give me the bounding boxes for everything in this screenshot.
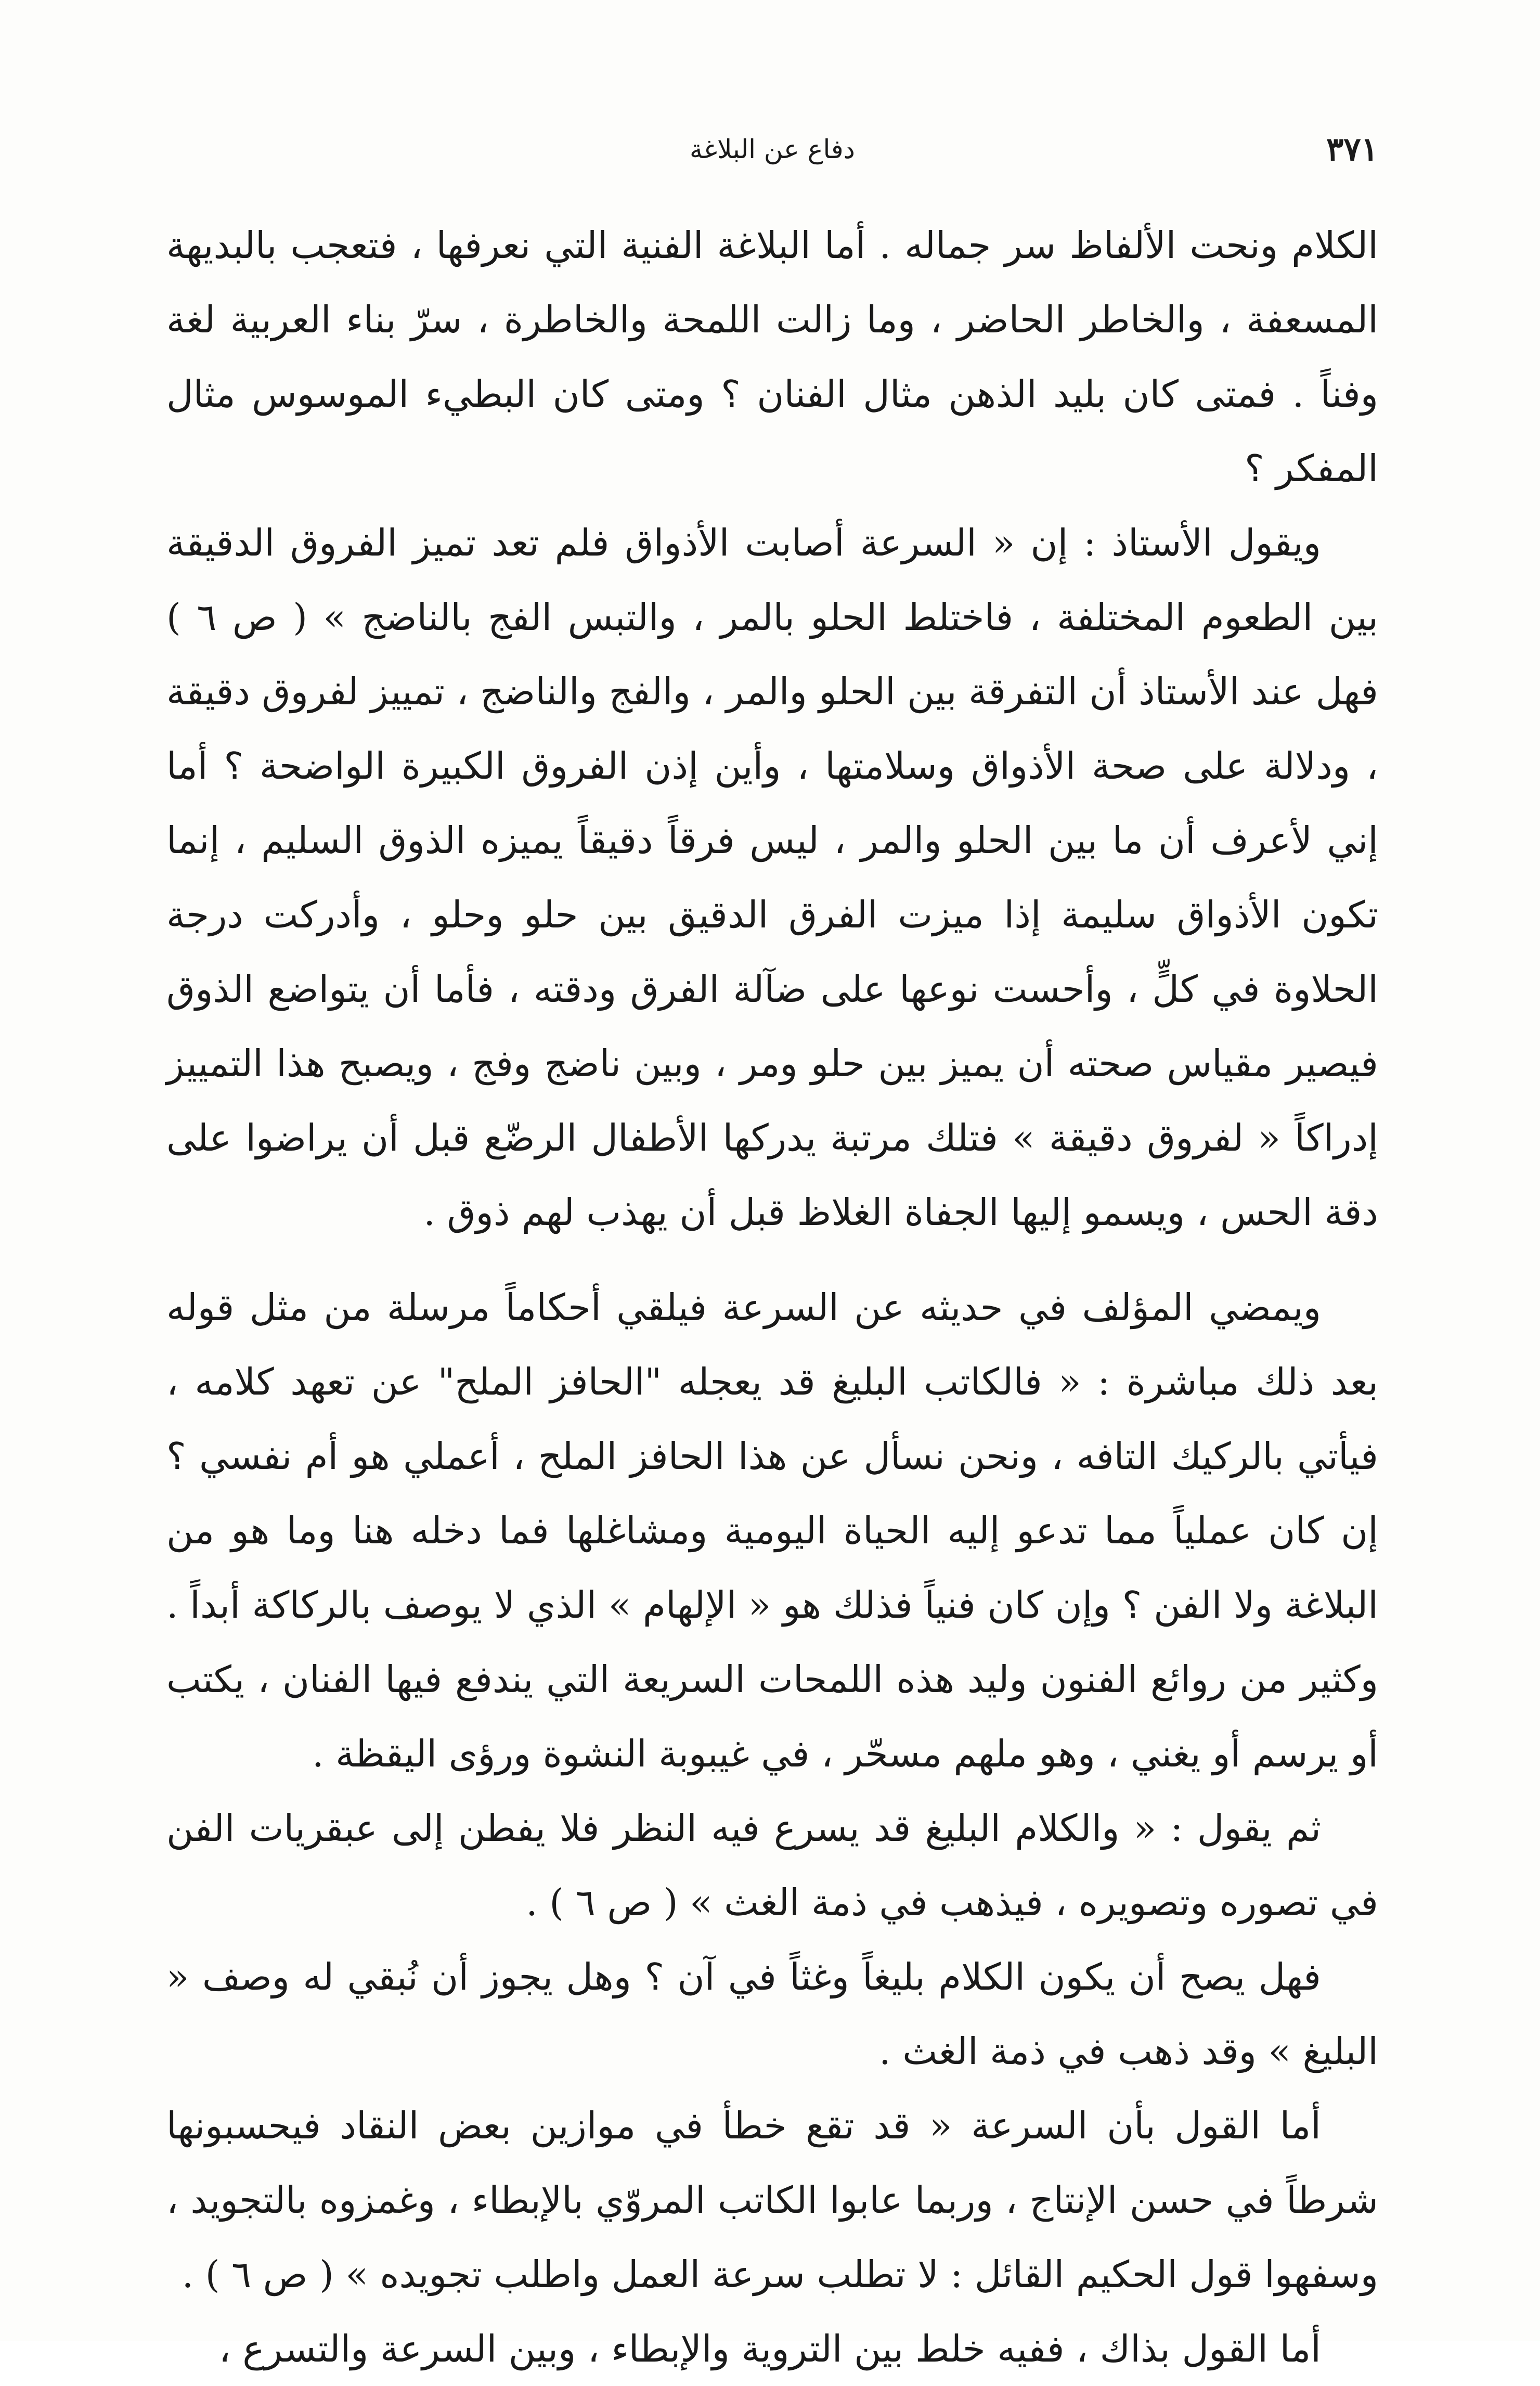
page-number: ٣٧١ xyxy=(1326,130,1378,168)
paragraph: ويمضي المؤلف في حديثه عن السرعة فيلقي أحكاماً مرسلة من مثل قوله بعد ذلك مباشرة : « فالكاتب البليغ قد يعجله "الحافز الملح" عن تعهد كلامه ، فيأتي بالركيك التافه ، ونحن نسأل عن هذا الحافز الملح ، أعملي هو أم نفسي ؟ إن كان عملياً مما تدعو إليه الحياة اليومية ومشاغلها فما دخله هنا وما هو من البلاغة ولا الفن ؟ وإن كان فنياً فذلك هو « الإلهام » الذي لا يوصف بالركاكة أبداً . وكثير من روائع الفنون وليد هذه اللمحات السريعة التي يندفع فيها الفنان ، يكتب أو يرسم أو يغني ، وهو ملهم مسحّر ، في غيبوبة النشوة ورؤى اليقظة . xyxy=(166,1286,1378,1775)
page-header xyxy=(166,130,1378,177)
paragraph: ويقول الأستاذ : إن « السرعة أصابت الأذواق فلم تعد تميز الفروق الدقيقة بين الطعوم المختلفة ، فاختلط الحلو بالمر ، والتبس الفج بالناضج » ( ص ٦ ) فهل عند الأستاذ أن التفرقة بين الحلو والمر ، والفج والناضج ، تمييز لفروق دقيقة ، ودلالة على صحة الأذواق وسلامتها ، وأين إذن الفروق الكبيرة الواضحة ؟ أما إني لأعرف أن ما بين الحلو والمر ، ليس فرقاً دقيقاً يميزه الذوق السليم ، إنما تكون الأذواق سليمة إذا ميزت الفرق الدقيق بين حلو وحلو ، وأدركت درجة الحلاوة في كلٍّ ، وأحست نوعها على ضآلة الفرق ودقته ، فأما أن يتواضع الذوق فيصير مقياس صحته أن يميز بين حلو ومر ، وبين ناضج وفج ، ويصبح هذا التمييز إدراكاً « لفروق دقيقة » فتلك مرتبة يدركها الأطفال الرضّع قبل أن يراضوا على دقة الحس ، ويسمو إليها الجفاة الغلاظ قبل أن يهذب لهم ذوق . xyxy=(166,521,1378,1234)
paragraph: أما القول بذاك ، ففيه خلط بين التروية والإبطاء ، وبين السرعة والتسرع ، xyxy=(218,2327,1321,2370)
body-text xyxy=(166,208,1378,2386)
paragraph: الكلام ونحت الألفاظ سر جماله . أما البلاغة الفنية التي نعرفها ، فتعجب بالبديهة المسعفة ، والخاطر الحاضر ، وما زالت اللمحة والخاطرة ، سرّ بناء العربية لغة وفناً . فمتى كان بليد الذهن مثال الفنان ؟ ومتى كان البطيء الموسوس مثال المفكر ؟ xyxy=(166,224,1378,490)
paragraph: فهل يصح أن يكون الكلام بليغاً وغثاً في آن ؟ وهل يجوز أن نُبقي له وصف « البليغ » وقد ذهب في ذمة الغث . xyxy=(166,1955,1378,2073)
paragraph: ثم يقول : « والكلام البليغ قد يسرع فيه النظر فلا يفطن إلى عبقريات الفن في تصوره وتصويره ، فيذهب في ذمة الغث » ( ص ٦ ) . xyxy=(166,1807,1378,1924)
running-title: دفاع عن البلاغة xyxy=(690,134,855,164)
paragraph: أما القول بأن السرعة « قد تقع خطأ في موازين بعض النقاد فيحسبونها شرطاً في حسن الإنتاج ، وربما عابوا الكاتب المروّي بالإبطاء ، وغمزوه بالتجويد ، وسفهوا قول الحكيم القائل : لا تطلب سرعة العمل واطلب تجويده » ( ص ٦ ) . xyxy=(166,2104,1378,2296)
